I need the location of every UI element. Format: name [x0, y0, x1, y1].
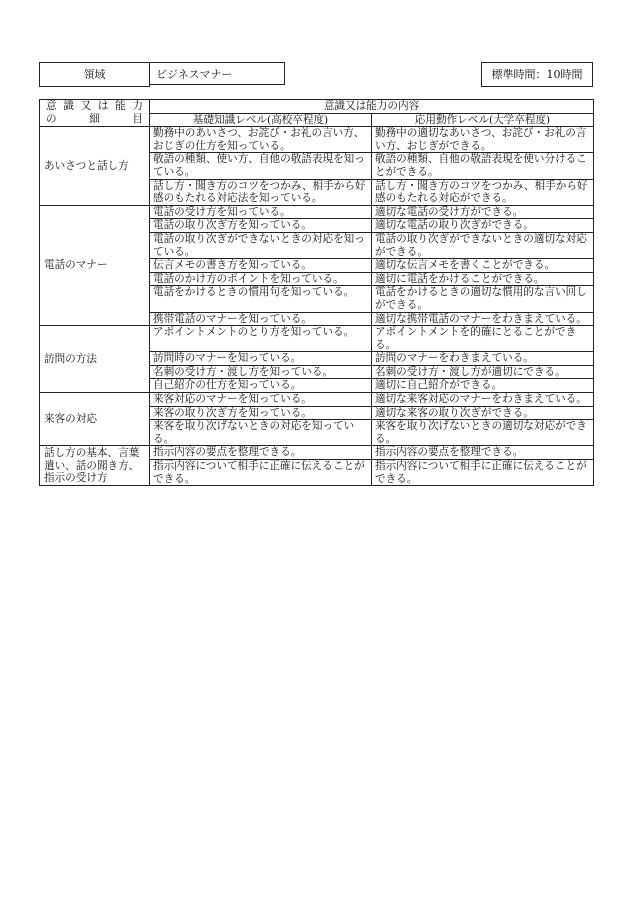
basic-level-cell: 勤務中のあいさつ、お詫び・お礼の言い方、おじぎの仕方を知っている。 [150, 127, 372, 153]
col-header-detail [40, 100, 150, 127]
basic-level-cell: 電話をかけるときの慣用句を知っている。 [150, 286, 372, 312]
applied-level-cell: 名刺の受け方・渡し方が適切にできる。 [372, 365, 594, 379]
category-cell: 話し方の基本、言葉遣い、話の聞き方、指示の受け方 [40, 446, 150, 486]
basic-level-cell: 訪問時のマナーを知っている。 [150, 352, 372, 366]
applied-level-cell: 適切な伝言メモを書くことができる。 [372, 259, 594, 273]
col-header-detail-line1: 意 識 又 は 能 力 [46, 100, 143, 112]
applied-level-cell: 適切な来客の取り次ぎができる。 [372, 406, 594, 420]
table-body [40, 127, 594, 486]
applied-level-cell: 敬語の種類、自他の敬語表現を使い分けることができる。 [372, 153, 594, 179]
basic-level-cell: 来客対応のマナーを知っている。 [150, 393, 372, 407]
applied-level-cell: 来客を取り次げないときの適切な対応ができる。 [372, 420, 594, 446]
basic-level-cell: 電話の受け方を知っている。 [150, 205, 372, 219]
applied-level-cell: 適切な電話の受け方ができる。 [372, 205, 594, 219]
applied-level-cell: 適切に自己紹介ができる。 [372, 379, 594, 393]
table-row [40, 393, 594, 407]
basic-level-cell: 来客の取り次ぎ方を知っている。 [150, 406, 372, 420]
table-row [40, 127, 594, 153]
applied-level-cell: 適切に電話をかけることができる。 [372, 272, 594, 286]
basic-level-cell: 指示内容について相手に正確に伝えることができる。 [150, 460, 372, 486]
applied-level-cell: 適切な来客対応のマナーをわきまえている。 [372, 393, 594, 407]
ability-table [39, 99, 594, 486]
standard-time: 標準時間：10時間 [481, 62, 593, 87]
group-header: 意識又は能力の内容 [150, 100, 594, 114]
table-row [40, 326, 594, 352]
applied-level-cell: 話し方・聞き方のコツをつかみ、相手から好感のもたれる対応ができる。 [372, 179, 594, 205]
category-cell: 電話のマナー [40, 205, 150, 325]
applied-level-cell: 電話をかけるときの適切な慣用的な言い回しができる。 [372, 286, 594, 312]
basic-level-cell: 名刺の受け方・渡し方を知っている。 [150, 365, 372, 379]
applied-level-cell: 指示内容の要点を整理できる。 [372, 446, 594, 460]
category-cell: 訪問の方法 [40, 326, 150, 393]
basic-level-cell: 自己紹介の仕方を知っている。 [150, 379, 372, 393]
basic-level-cell: 携帯電話のマナーを知っている。 [150, 312, 372, 326]
basic-level-cell: 話し方・聞き方のコツをつかみ、相手から好感のもたれる対応法を知っている。 [150, 179, 372, 205]
applied-level-cell: 適切な携帯電話のマナーをわきまえている。 [372, 312, 594, 326]
basic-level-cell: 伝言メモの書き方を知っている。 [150, 259, 372, 273]
applied-level-cell: 勤務中の適切なあいさつ、お詫び・お礼の言い方、おじぎができる。 [372, 127, 594, 153]
header-bar [39, 62, 593, 87]
category-cell: あいさつと話し方 [40, 127, 150, 206]
area-label: 領域 [39, 62, 150, 87]
applied-level-cell: 訪問のマナーをわきまえている。 [372, 352, 594, 366]
basic-level-cell: 電話の取り次ぎができないときの対応を知っている。 [150, 232, 372, 258]
category-cell: 来客の対応 [40, 393, 150, 446]
basic-level-cell: 電話の取り次ぎ方を知っている。 [150, 219, 372, 233]
basic-level-cell: 指示内容の要点を整理できる。 [150, 446, 372, 460]
basic-level-cell: アポイントメントのとり方を知っている。 [150, 326, 372, 352]
table-row [40, 205, 594, 219]
applied-level-header: 応用動作レベル(大学卒程度) [372, 113, 594, 127]
table-row [40, 446, 594, 460]
basic-level-cell: 来客を取り次げないときの対応を知っている。 [150, 420, 372, 446]
basic-level-cell: 電話のかけ方のポイントを知っている。 [150, 272, 372, 286]
basic-level-header: 基礎知識レベル(高校卒程度) [150, 113, 372, 127]
applied-level-cell: 指示内容について相手に正確に伝えることができる。 [372, 460, 594, 486]
applied-level-cell: アポイントメントを的確にとることができる。 [372, 326, 594, 352]
col-header-detail-line2: の 細 目 [46, 112, 143, 125]
applied-level-cell: 電話の取り次ぎができないときの適切な対応ができる。 [372, 232, 594, 258]
applied-level-cell: 適切な電話の取り次ぎができる。 [372, 219, 594, 233]
area-value: ビジネスマナー [149, 62, 285, 85]
basic-level-cell: 敬語の種類、使い方、自他の敬語表現を知っている。 [150, 153, 372, 179]
